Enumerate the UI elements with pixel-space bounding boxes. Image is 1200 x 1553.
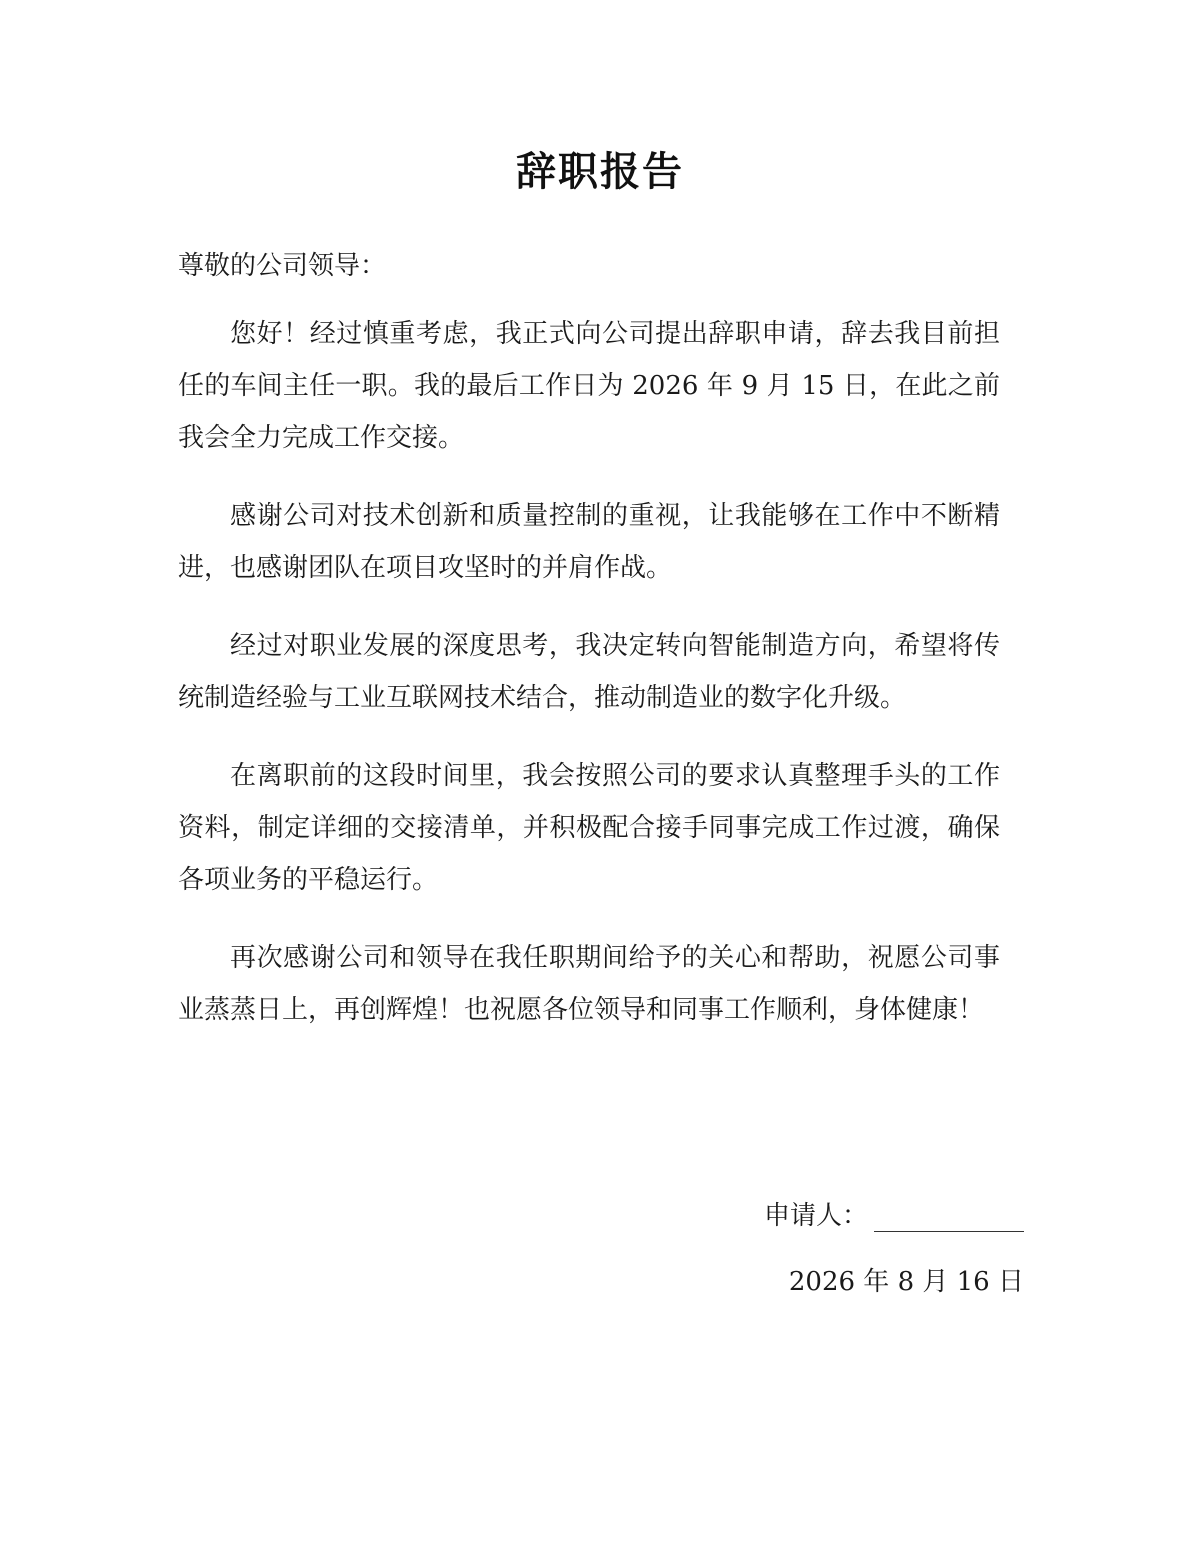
paragraph-closing: 再次感谢公司和领导在我任职期间给予的关心和帮助，祝愿公司事业蒸蒸日上，再创辉煌！也祝愿各位领导和同事工作顺利，身体健康！ bbox=[178, 943, 1000, 1025]
paragraph-thanks: 感谢公司对技术创新和质量控制的重视，让我能够在工作中不断精进，也感谢团队在项目攻坚时的并肩作战。 bbox=[178, 501, 1000, 583]
salutation: 尊敬的公司领导： bbox=[178, 251, 387, 281]
signature-block bbox=[764, 1190, 1024, 1308]
signature-date: 2026 年 8 月 16 日 bbox=[788, 1267, 1024, 1297]
applicant-line bbox=[764, 1190, 1024, 1242]
applicant-label: 申请人： bbox=[763, 1201, 868, 1231]
document-title: 辞职报告 bbox=[516, 149, 684, 195]
paragraph-handover: 在离职前的这段时间里，我会按照公司的要求认真整理手头的工作资料，制定详细的交接清单，并积极配合接手同事完成工作过渡，确保各项业务的平稳运行。 bbox=[178, 761, 1000, 895]
letter-body bbox=[178, 240, 1000, 1062]
paragraph-intro: 您好！经过慎重考虑，我正式向公司提出辞职申请，辞去我目前担任的车间主任一职。我的最后工作日为 2026 年 9 月 15 日，在此之前我会全力完成工作交接。 bbox=[178, 319, 1000, 453]
paragraph-career: 经过对职业发展的深度思考，我决定转向智能制造方向，希望将传统制造经验与工业互联网技术结合，推动制造业的数字化升级。 bbox=[178, 631, 1000, 713]
signature-blank bbox=[874, 1197, 1024, 1232]
